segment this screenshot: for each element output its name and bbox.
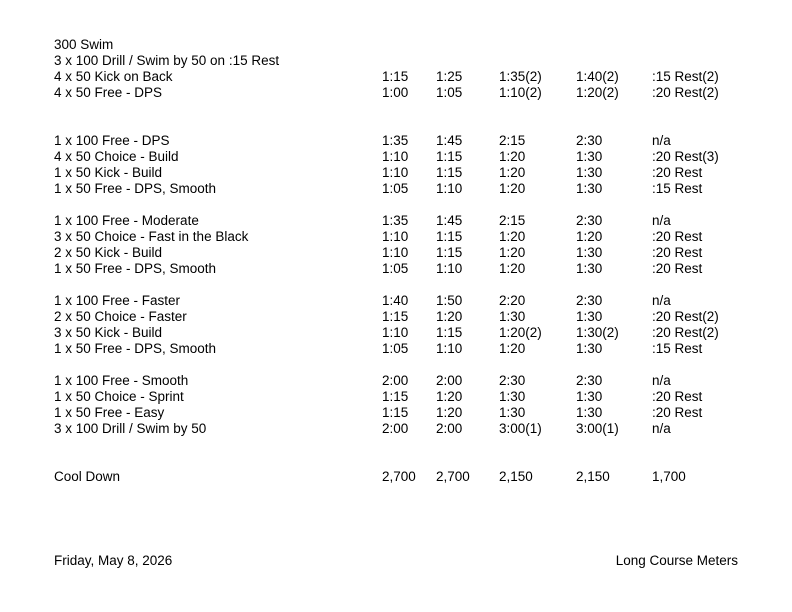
- interval-lane-4: 1:30: [576, 149, 603, 164]
- interval-lane-2: 1:15: [436, 229, 463, 244]
- table-row: [0, 325, 792, 341]
- table-row: [0, 245, 792, 261]
- interval-lane-1: 1:10: [382, 165, 409, 180]
- rest-interval: :15 Rest: [652, 341, 703, 356]
- interval-lane-3: 2:15: [499, 133, 526, 148]
- table-row: [0, 165, 792, 181]
- interval-lane-3: 1:30: [499, 405, 526, 420]
- interval-lane-2: 1:45: [436, 133, 463, 148]
- set-description: 1 x 100 Free - Smooth: [54, 373, 189, 388]
- interval-lane-4: 1:30: [576, 245, 603, 260]
- table-row: [0, 133, 792, 149]
- rest-interval: n/a: [652, 133, 671, 148]
- interval-lane-4: 1:40(2): [576, 69, 619, 84]
- rest-interval: :15 Rest(2): [652, 69, 719, 84]
- interval-lane-2: 1:20: [436, 309, 463, 324]
- rest-interval: :20 Rest(3): [652, 149, 719, 164]
- table-row: [0, 389, 792, 405]
- rest-interval: :20 Rest: [652, 245, 703, 260]
- interval-lane-1: 1:40: [382, 293, 409, 308]
- interval-lane-4: 1:30: [576, 389, 603, 404]
- interval-lane-1: 1:15: [382, 309, 409, 324]
- set-description: 3 x 50 Choice - Fast in the Black: [54, 229, 249, 244]
- set-description: 300 Swim: [54, 37, 114, 52]
- table-row: [0, 261, 792, 277]
- rest-interval: :20 Rest: [652, 229, 703, 244]
- interval-lane-4: 1:30: [576, 341, 603, 356]
- interval-lane-4: 2:30: [576, 373, 603, 388]
- course-type: Long Course Meters: [615, 553, 738, 568]
- interval-lane-2: 1:20: [436, 405, 463, 420]
- rest-interval: :20 Rest: [652, 405, 703, 420]
- interval-lane-2: 2:00: [436, 373, 463, 388]
- interval-lane-2: 1:45: [436, 213, 463, 228]
- set-description: Cool Down: [54, 469, 121, 484]
- interval-lane-3: 1:20: [499, 229, 526, 244]
- interval-lane-3: 1:20: [499, 245, 526, 260]
- interval-lane-1: 1:00: [382, 85, 409, 100]
- rest-interval: n/a: [652, 293, 671, 308]
- interval-lane-1: 1:35: [382, 213, 409, 228]
- rest-interval: :20 Rest(2): [652, 325, 719, 340]
- interval-lane-3: 2,150: [499, 469, 533, 484]
- interval-lane-4: 1:30: [576, 181, 603, 196]
- set-description: 1 x 50 Free - DPS, Smooth: [54, 261, 217, 276]
- table-row: [0, 341, 792, 357]
- interval-lane-3: 1:20: [499, 261, 526, 276]
- interval-lane-4: 1:30: [576, 261, 603, 276]
- set-description: 1 x 50 Free - Easy: [54, 405, 165, 420]
- interval-lane-2: 1:10: [436, 341, 463, 356]
- set-description: 4 x 50 Free - DPS: [54, 85, 163, 100]
- table-row: [0, 469, 792, 485]
- interval-lane-1: 1:05: [382, 341, 409, 356]
- interval-lane-1: 1:10: [382, 229, 409, 244]
- interval-lane-3: 1:35(2): [499, 69, 542, 84]
- interval-lane-3: 1:20: [499, 341, 526, 356]
- interval-lane-2: 1:25: [436, 69, 463, 84]
- table-row: [0, 85, 792, 101]
- interval-lane-1: 1:15: [382, 389, 409, 404]
- interval-lane-2: 1:15: [436, 149, 463, 164]
- table-row: [0, 213, 792, 229]
- interval-lane-4: 1:30: [576, 405, 603, 420]
- interval-lane-1: 1:15: [382, 405, 409, 420]
- interval-lane-3: 1:10(2): [499, 85, 542, 100]
- set-description: 4 x 50 Choice - Build: [54, 149, 179, 164]
- table-row: [0, 293, 792, 309]
- interval-lane-2: 1:50: [436, 293, 463, 308]
- interval-lane-4: 2:30: [576, 293, 603, 308]
- set-description: 2 x 50 Kick - Build: [54, 245, 163, 260]
- interval-lane-3: 1:30: [499, 309, 526, 324]
- interval-lane-1: 1:10: [382, 245, 409, 260]
- rest-interval: n/a: [652, 373, 671, 388]
- interval-lane-1: 1:05: [382, 261, 409, 276]
- interval-lane-4: 1:30(2): [576, 325, 619, 340]
- interval-lane-2: 2,700: [436, 469, 470, 484]
- interval-lane-2: 1:05: [436, 85, 463, 100]
- rest-interval: 1,700: [652, 469, 686, 484]
- rest-interval: :20 Rest(2): [652, 309, 719, 324]
- rest-interval: :20 Rest: [652, 389, 703, 404]
- table-row: [0, 421, 792, 437]
- table-row: [0, 373, 792, 389]
- interval-lane-3: 2:20: [499, 293, 526, 308]
- interval-lane-1: 2:00: [382, 373, 409, 388]
- set-description: 1 x 100 Free - Faster: [54, 293, 181, 308]
- interval-lane-1: 1:15: [382, 69, 409, 84]
- interval-lane-1: 2:00: [382, 421, 409, 436]
- interval-lane-4: 1:20: [576, 229, 603, 244]
- interval-lane-3: 1:20(2): [499, 325, 542, 340]
- table-row: [0, 149, 792, 165]
- rest-interval: :20 Rest(2): [652, 85, 719, 100]
- set-description: 2 x 50 Choice - Faster: [54, 309, 187, 324]
- set-description: 1 x 50 Choice - Sprint: [54, 389, 184, 404]
- table-row: [0, 405, 792, 421]
- workout-date: Friday, May 8, 2026: [54, 553, 173, 568]
- set-description: 3 x 50 Kick - Build: [54, 325, 163, 340]
- interval-lane-3: 2:15: [499, 213, 526, 228]
- rest-interval: :20 Rest: [652, 165, 703, 180]
- interval-lane-4: 1:20(2): [576, 85, 619, 100]
- interval-lane-4: 2:30: [576, 133, 603, 148]
- interval-lane-1: 1:05: [382, 181, 409, 196]
- interval-lane-4: 1:30: [576, 309, 603, 324]
- set-description: 3 x 100 Drill / Swim by 50: [54, 421, 207, 436]
- set-description: 1 x 50 Free - DPS, Smooth: [54, 341, 217, 356]
- interval-lane-3: 3:00(1): [499, 421, 542, 436]
- rest-interval: :20 Rest: [652, 261, 703, 276]
- rest-interval: :15 Rest: [652, 181, 703, 196]
- table-row: [0, 309, 792, 325]
- set-description: 1 x 100 Free - Moderate: [54, 213, 199, 228]
- interval-lane-3: 2:30: [499, 373, 526, 388]
- interval-lane-1: 2,700: [382, 469, 416, 484]
- header-line: [0, 53, 792, 69]
- table-row: [0, 229, 792, 245]
- table-row: [0, 69, 792, 85]
- set-description: 3 x 100 Drill / Swim by 50 on :15 Rest: [54, 53, 280, 68]
- interval-lane-2: 1:10: [436, 261, 463, 276]
- rest-interval: n/a: [652, 421, 671, 436]
- set-description: 1 x 50 Free - DPS, Smooth: [54, 181, 217, 196]
- interval-lane-1: 1:35: [382, 133, 409, 148]
- interval-lane-3: 1:20: [499, 165, 526, 180]
- interval-lane-3: 1:20: [499, 149, 526, 164]
- interval-lane-2: 1:10: [436, 181, 463, 196]
- interval-lane-2: 1:15: [436, 165, 463, 180]
- interval-lane-4: 1:30: [576, 165, 603, 180]
- set-description: 1 x 100 Free - DPS: [54, 133, 170, 148]
- header-line: [0, 37, 792, 53]
- interval-lane-1: 1:10: [382, 325, 409, 340]
- interval-lane-2: 1:15: [436, 325, 463, 340]
- interval-lane-1: 1:10: [382, 149, 409, 164]
- table-row: [0, 181, 792, 197]
- interval-lane-2: 2:00: [436, 421, 463, 436]
- interval-lane-4: 3:00(1): [576, 421, 619, 436]
- interval-lane-3: 1:20: [499, 181, 526, 196]
- interval-lane-2: 1:15: [436, 245, 463, 260]
- interval-lane-2: 1:20: [436, 389, 463, 404]
- set-description: 1 x 50 Kick - Build: [54, 165, 163, 180]
- rest-interval: n/a: [652, 213, 671, 228]
- interval-lane-3: 1:30: [499, 389, 526, 404]
- interval-lane-4: 2,150: [576, 469, 610, 484]
- set-description: 4 x 50 Kick on Back: [54, 69, 173, 84]
- interval-lane-4: 2:30: [576, 213, 603, 228]
